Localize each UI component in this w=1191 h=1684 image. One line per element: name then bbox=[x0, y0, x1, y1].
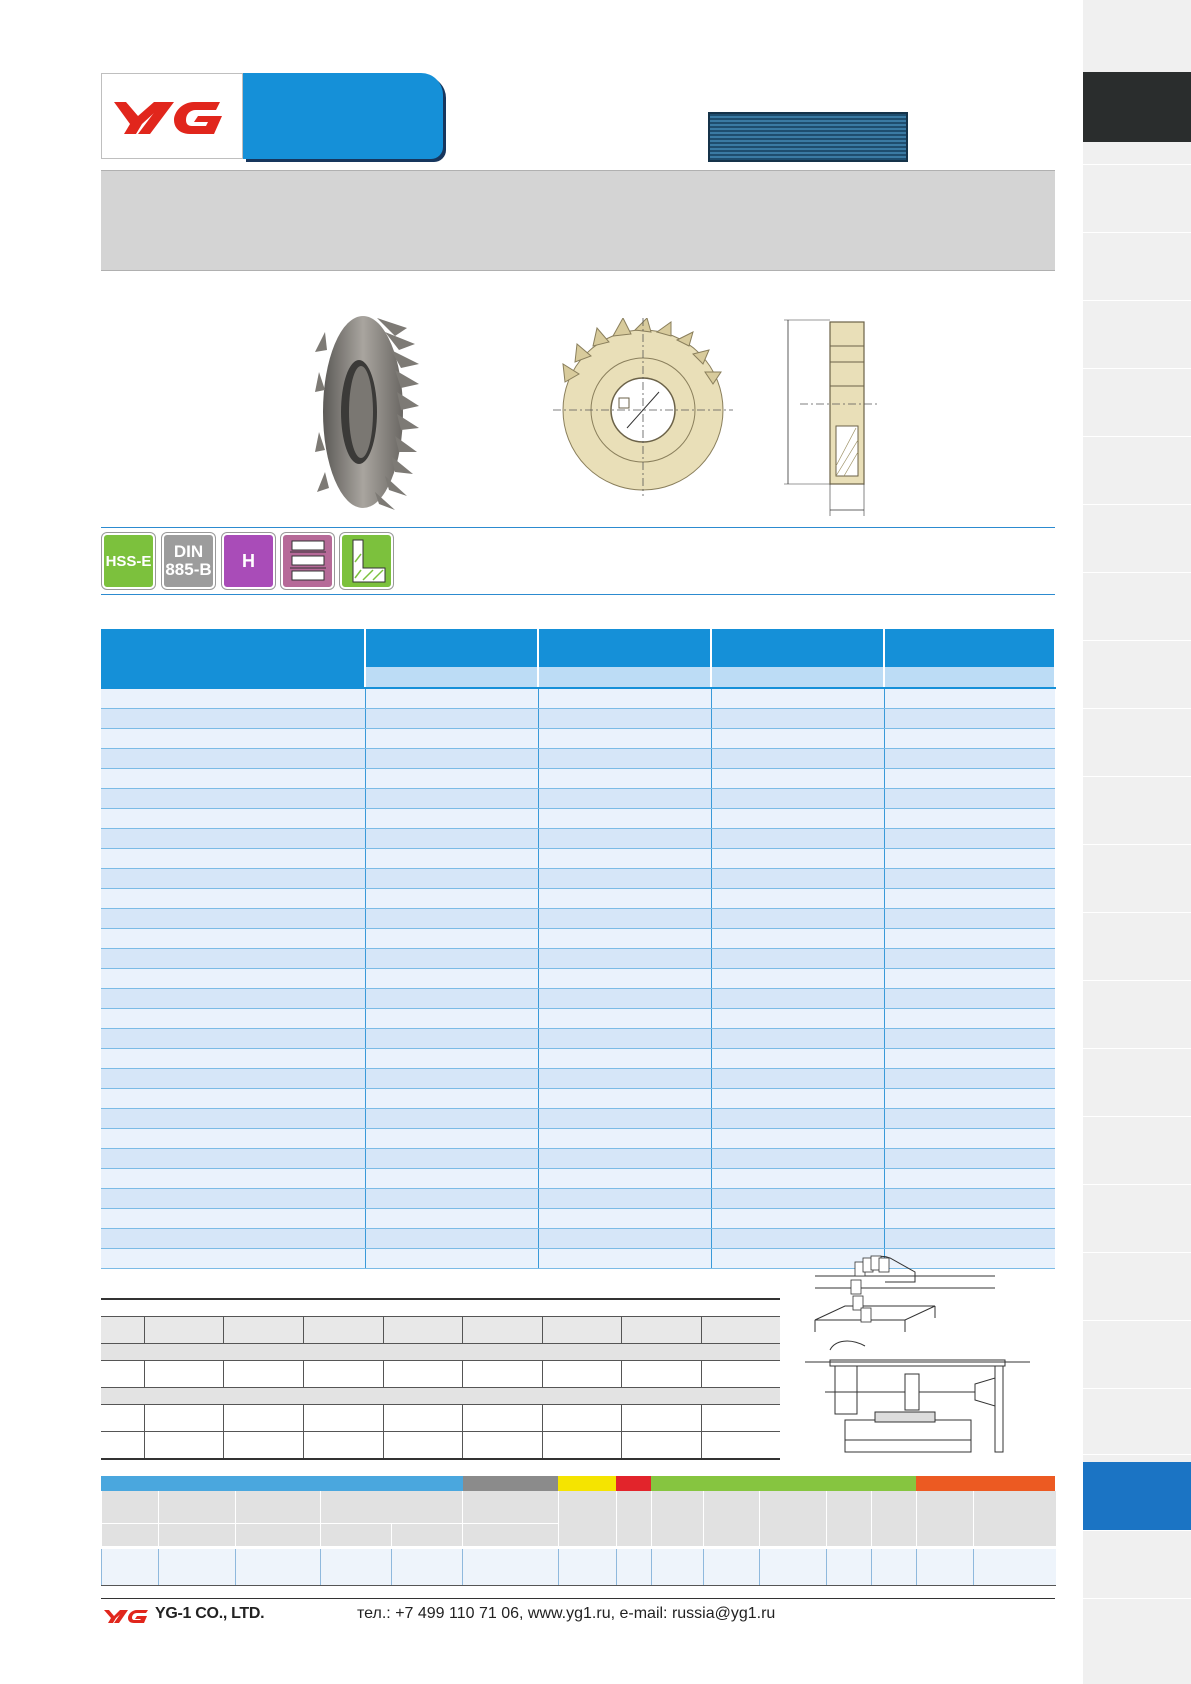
material-suitability-table bbox=[101, 1491, 1056, 1586]
cutting-table-header-row bbox=[101, 1317, 780, 1344]
category-title-tab bbox=[243, 73, 443, 159]
table-row bbox=[101, 1229, 1055, 1249]
cutting-table-group-band bbox=[101, 1388, 780, 1405]
cutting-data-table bbox=[101, 1298, 780, 1460]
table-row bbox=[101, 1129, 1055, 1149]
side-index-divider bbox=[1083, 1454, 1191, 1455]
material-header-row bbox=[102, 1491, 1056, 1524]
side-index-divider bbox=[1083, 640, 1191, 641]
side-index-divider bbox=[1083, 368, 1191, 369]
footer-company-name: YG-1 CO., LTD. bbox=[155, 1605, 265, 1622]
side-index-divider bbox=[1083, 1252, 1191, 1253]
table-row bbox=[101, 1189, 1055, 1209]
side-index-divider bbox=[1083, 1320, 1191, 1321]
table-row bbox=[101, 729, 1055, 749]
description-band bbox=[101, 170, 1055, 271]
cutting-table-group-band bbox=[101, 1344, 780, 1361]
footer-rule bbox=[101, 1598, 1055, 1599]
material-group-bar-cast-iron bbox=[558, 1476, 616, 1491]
machine-setup-illustration bbox=[805, 1252, 1030, 1457]
standard-label-line2: 885-B bbox=[165, 560, 212, 579]
side-index-divider bbox=[1083, 1116, 1191, 1117]
table-row bbox=[101, 1029, 1055, 1049]
staggered-teeth-icon bbox=[281, 533, 334, 589]
side-index-divider bbox=[1083, 708, 1191, 709]
side-index-divider bbox=[1083, 504, 1191, 505]
tolerance-label: H bbox=[242, 550, 255, 571]
cutting-geometry-icon bbox=[340, 533, 393, 589]
table-row bbox=[101, 1049, 1055, 1069]
yg-logo-mark bbox=[102, 74, 242, 158]
material-label: HSS-E bbox=[105, 552, 152, 570]
product-banner-image bbox=[708, 112, 908, 162]
table-row bbox=[101, 849, 1055, 869]
table-row bbox=[101, 1209, 1055, 1229]
footer-logo-mark bbox=[104, 1608, 148, 1624]
table-row bbox=[101, 929, 1055, 949]
side-index-divider bbox=[1083, 776, 1191, 777]
cutter-front-drawing bbox=[553, 318, 733, 496]
material-group-bar-steel bbox=[101, 1476, 463, 1491]
side-index-divider bbox=[1083, 232, 1191, 233]
side-index-divider bbox=[1083, 844, 1191, 845]
table-row bbox=[101, 789, 1055, 809]
table-row bbox=[101, 869, 1055, 889]
table-row bbox=[101, 949, 1055, 969]
tolerance-h-icon bbox=[222, 533, 275, 589]
cutter-photo bbox=[315, 312, 420, 512]
table-row bbox=[101, 969, 1055, 989]
side-index-divider bbox=[1083, 436, 1191, 437]
side-index-divider bbox=[1083, 1530, 1191, 1531]
table-row bbox=[101, 1109, 1055, 1129]
material-group-bar-heat-resistant bbox=[616, 1476, 651, 1491]
table-row bbox=[101, 1149, 1055, 1169]
side-index-current-section[interactable] bbox=[1083, 1462, 1191, 1530]
table-row bbox=[101, 889, 1055, 909]
table-row bbox=[101, 1405, 780, 1432]
standard-label-line1: DIN bbox=[173, 542, 204, 561]
table-row bbox=[101, 1069, 1055, 1089]
table-row bbox=[101, 809, 1055, 829]
table-row bbox=[101, 829, 1055, 849]
material-group-bar-nonferrous bbox=[651, 1476, 916, 1491]
side-index-divider bbox=[1083, 164, 1191, 165]
material-hsse-icon bbox=[102, 533, 155, 589]
side-index-divider bbox=[1083, 572, 1191, 573]
icon-strip-bottom-rule bbox=[101, 594, 1055, 595]
side-index-tabs bbox=[1083, 0, 1191, 1684]
table-row bbox=[101, 1432, 780, 1460]
table-row bbox=[101, 1361, 780, 1388]
table-row bbox=[101, 709, 1055, 729]
table-row bbox=[101, 1089, 1055, 1109]
side-index-divider bbox=[1083, 300, 1191, 301]
icon-strip-top-rule bbox=[101, 527, 1055, 528]
table-header-row bbox=[101, 629, 1055, 667]
cutter-side-drawing bbox=[780, 316, 880, 518]
table-row bbox=[101, 749, 1055, 769]
side-index-divider bbox=[1083, 1388, 1191, 1389]
side-index-divider bbox=[1083, 912, 1191, 913]
side-index-active-section[interactable] bbox=[1083, 72, 1191, 142]
footer-contact-line: тел.: +7 499 110 71 06, www.yg1.ru, e-mail: russia@yg1.ru bbox=[357, 1605, 776, 1622]
table-row bbox=[101, 1009, 1055, 1029]
table-row bbox=[102, 1548, 1056, 1586]
table-row bbox=[101, 769, 1055, 789]
side-index-divider bbox=[1083, 980, 1191, 981]
table-row bbox=[101, 989, 1055, 1009]
standard-din-icon bbox=[162, 533, 215, 589]
brand-logo bbox=[101, 73, 243, 159]
table-row bbox=[101, 909, 1055, 929]
side-index-divider bbox=[1083, 1048, 1191, 1049]
table-row bbox=[101, 1169, 1055, 1189]
material-group-bar-stainless bbox=[463, 1476, 558, 1491]
dimensions-table bbox=[101, 629, 1056, 1269]
table-row bbox=[101, 688, 1055, 709]
side-index-divider bbox=[1083, 1184, 1191, 1185]
cutting-table-top-row bbox=[101, 1299, 780, 1317]
material-group-bar-hardened bbox=[916, 1476, 1055, 1491]
side-index-divider bbox=[1083, 1598, 1191, 1599]
